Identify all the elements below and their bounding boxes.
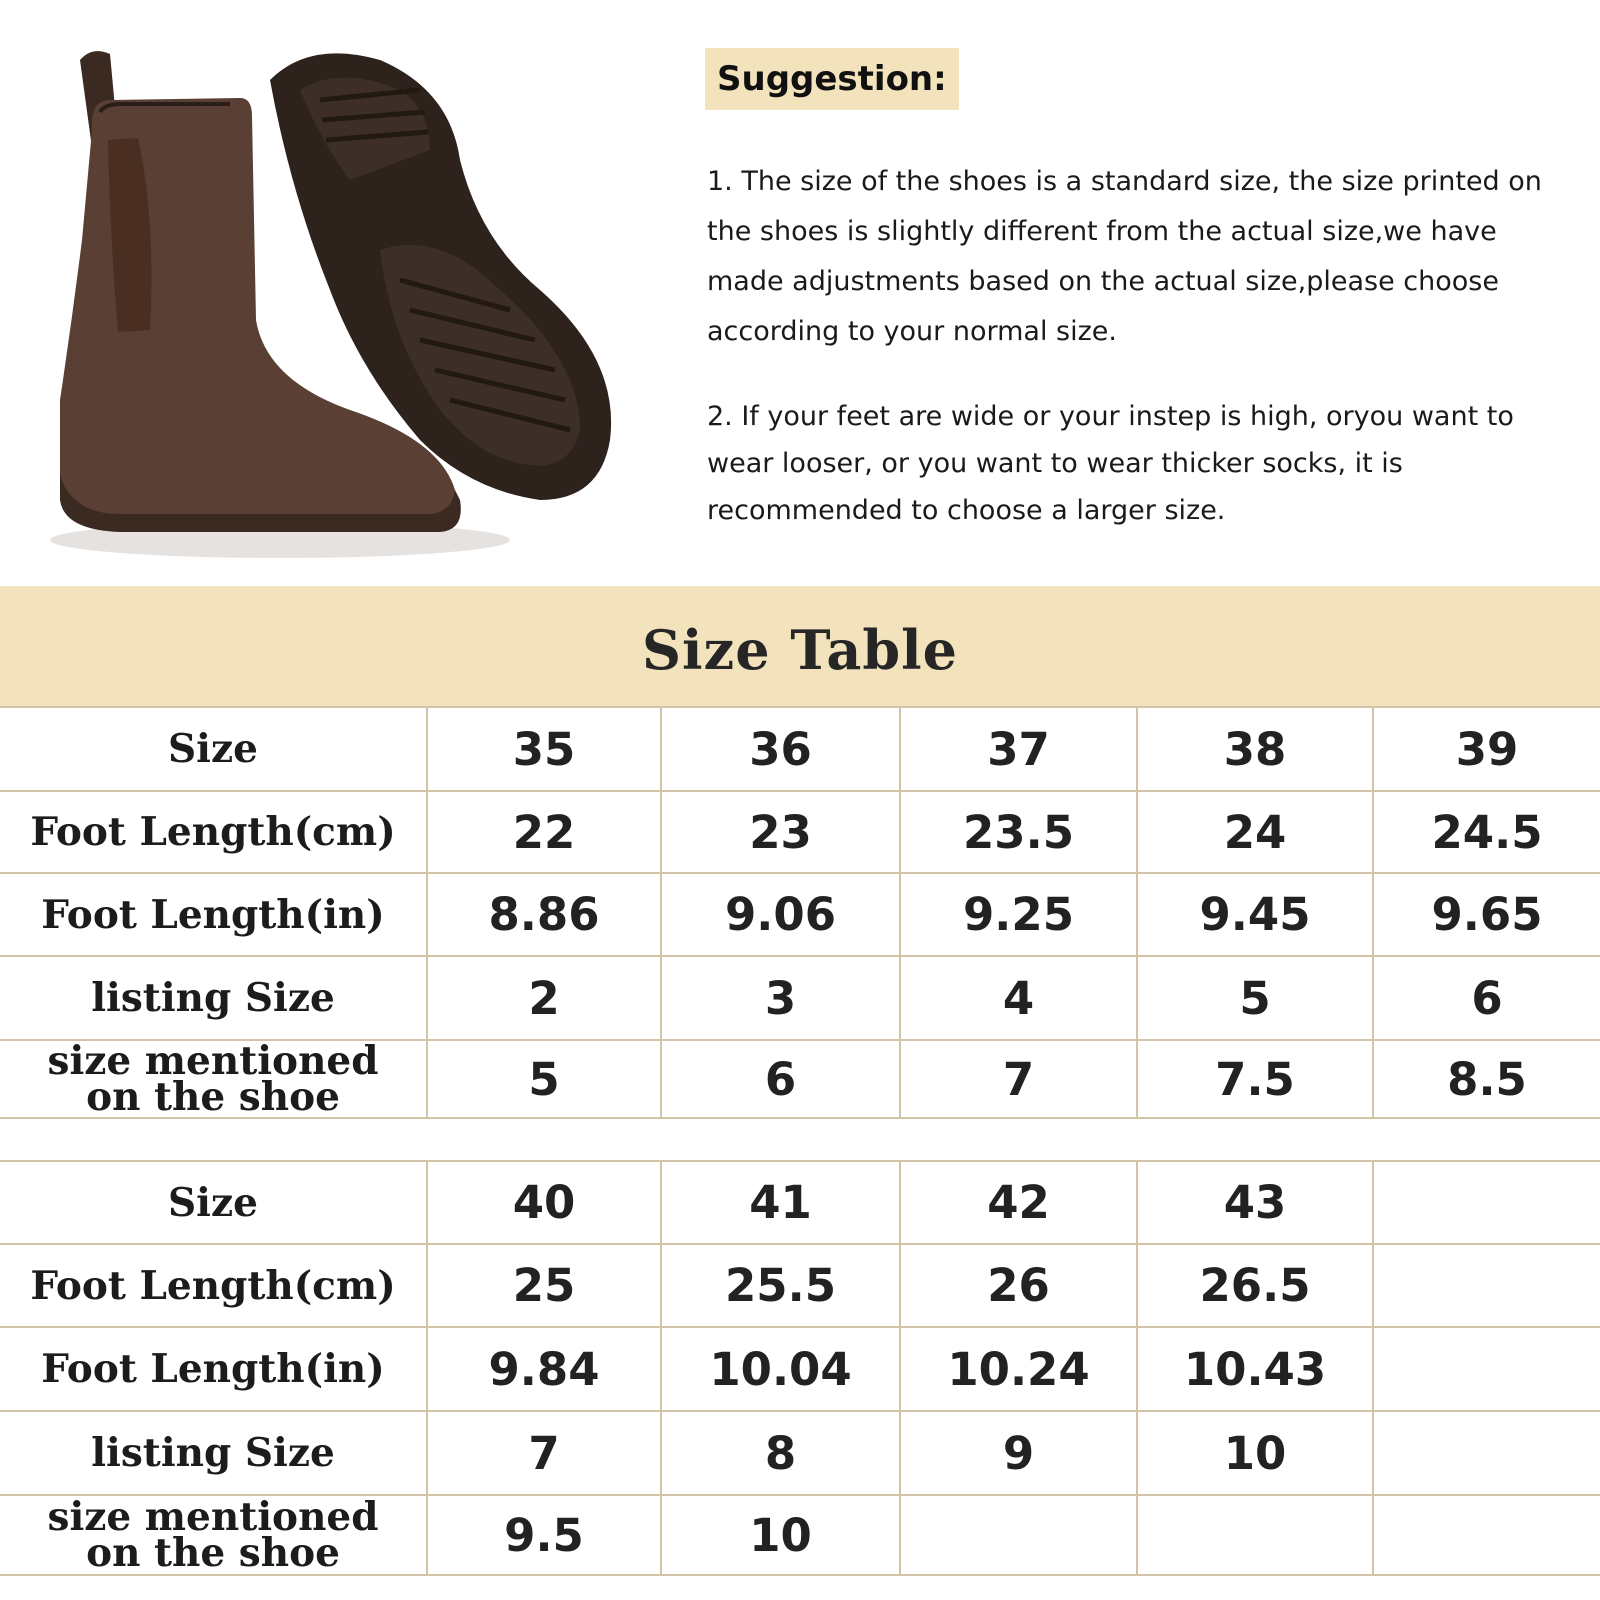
row-label-line: on the shoe (86, 1074, 340, 1118)
table-cell: 35 (427, 707, 661, 791)
table-cell (1137, 1495, 1373, 1575)
table-cell: 3 (661, 956, 900, 1040)
row-label-foot-in: Foot Length(in) (0, 1327, 427, 1411)
table-cell: 6 (661, 1040, 900, 1118)
row-label-line: size mentioned (47, 1495, 379, 1540)
table-cell: 42 (900, 1161, 1137, 1244)
table-cell: 9.65 (1373, 873, 1600, 956)
size-table-block-1 (0, 706, 1600, 1119)
table-cell: 39 (1373, 707, 1600, 791)
table-cell: 10.24 (900, 1327, 1137, 1411)
table-cell (1373, 1495, 1600, 1575)
table-cell: 10.43 (1137, 1327, 1373, 1411)
table-cell: 23.5 (900, 791, 1137, 873)
table-cell: 37 (900, 707, 1137, 791)
table-cell: 23 (661, 791, 900, 873)
product-image (20, 20, 640, 580)
table-cell: 5 (1137, 956, 1373, 1040)
table-row (0, 956, 1600, 1040)
table-cell: 7.5 (1137, 1040, 1373, 1118)
table-cell: 10 (1137, 1411, 1373, 1495)
row-label-size: Size (0, 707, 427, 791)
table-row (0, 1411, 1600, 1495)
table-row (0, 873, 1600, 956)
row-label-line: on the shoe (86, 1530, 340, 1575)
row-label-foot-in: Foot Length(in) (0, 873, 427, 956)
size-table-block-2 (0, 1160, 1600, 1576)
table-cell: 38 (1137, 707, 1373, 791)
table-cell: 8.86 (427, 873, 661, 956)
table-cell: 5 (427, 1040, 661, 1118)
table-cell (1373, 1411, 1600, 1495)
table-cell: 7 (900, 1040, 1137, 1118)
table-cell (900, 1495, 1137, 1575)
table-cell: 10 (661, 1495, 900, 1575)
row-label-listing: listing Size (0, 956, 427, 1040)
table-cell: 40 (427, 1161, 661, 1244)
row-label-size: Size (0, 1161, 427, 1244)
table-cell: 26 (900, 1244, 1137, 1327)
table-cell: 6 (1373, 956, 1600, 1040)
table-cell: 10.04 (661, 1327, 900, 1411)
table-cell (1373, 1161, 1600, 1244)
table-row (0, 1327, 1600, 1411)
table-cell: 9.84 (427, 1327, 661, 1411)
table-cell: 22 (427, 791, 661, 873)
suggestion-tip-1: 1. The size of the shoes is a standard size, the size printed on the shoes is slightly different from the actual size,we have made adjustments based on the actual size,please choose according to your normal size. (707, 166, 1542, 347)
table-cell: 9.5 (427, 1495, 661, 1575)
table-row (0, 1161, 1600, 1244)
table-row (0, 1495, 1600, 1575)
size-table-banner (0, 586, 1600, 706)
row-label-foot-cm: Foot Length(cm) (0, 1244, 427, 1327)
table-cell: 8 (661, 1411, 900, 1495)
table-cell: 43 (1137, 1161, 1373, 1244)
row-label-listing: listing Size (0, 1411, 427, 1495)
table-cell: 26.5 (1137, 1244, 1373, 1327)
table-row (0, 1244, 1600, 1327)
table-cell: 9 (900, 1411, 1137, 1495)
table-cell: 9.45 (1137, 873, 1373, 956)
row-label-line: size mentioned (47, 1040, 379, 1084)
table-cell: 36 (661, 707, 900, 791)
table-cell (1373, 1244, 1600, 1327)
suggestion-tip-2: 2. If your feet are wide or your instep is high, oryou want to wear looser, or you want to wear thicker socks, it is recommended to choose a larger size. (707, 401, 1514, 526)
suggestion-heading: Suggestion: (705, 48, 959, 110)
table-cell: 8.5 (1373, 1040, 1600, 1118)
table-cell: 9.25 (900, 873, 1137, 956)
table-cell: 24.5 (1373, 791, 1600, 873)
table-cell: 24 (1137, 791, 1373, 873)
table-cell: 25.5 (661, 1244, 900, 1327)
table-cell: 25 (427, 1244, 661, 1327)
table-cell: 2 (427, 956, 661, 1040)
table-cell (1373, 1327, 1600, 1411)
table-cell: 4 (900, 956, 1137, 1040)
table-cell: 7 (427, 1411, 661, 1495)
row-label-mentioned (0, 1040, 427, 1118)
table-row (0, 707, 1600, 791)
table-row (0, 1040, 1600, 1118)
table-row (0, 791, 1600, 873)
table-cell: 9.06 (661, 873, 900, 956)
row-label-foot-cm: Foot Length(cm) (0, 791, 427, 873)
table-cell: 41 (661, 1161, 900, 1244)
row-label-mentioned (0, 1495, 427, 1575)
size-table-title: Size Table (642, 618, 958, 682)
